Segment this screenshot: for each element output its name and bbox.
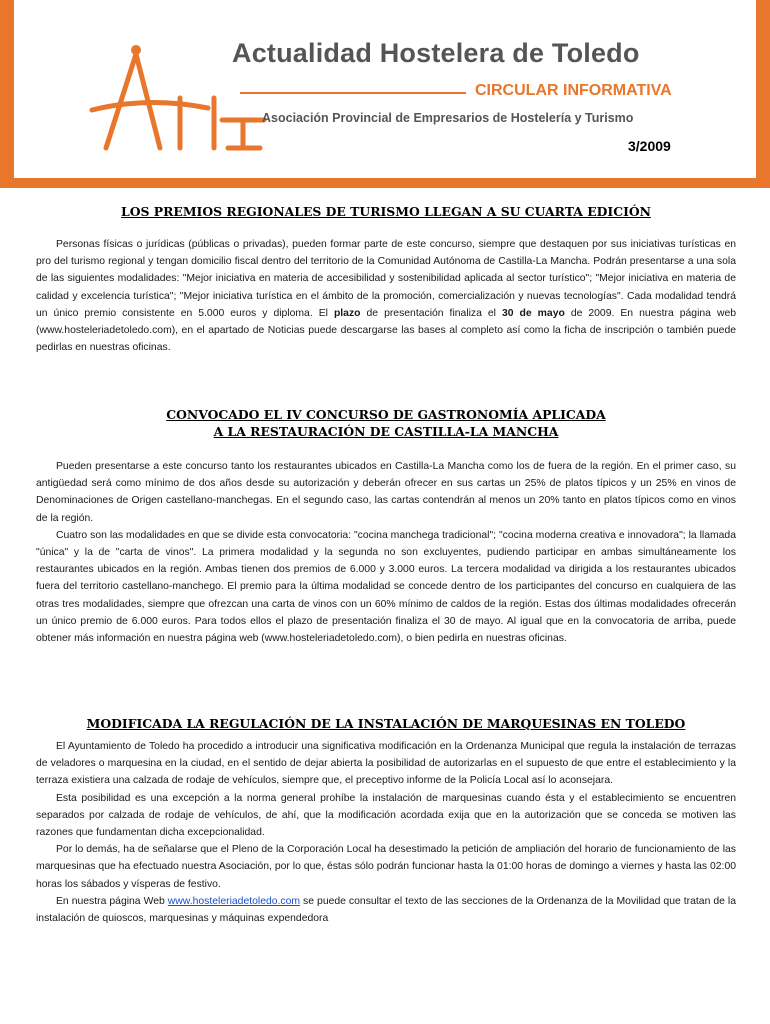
- bold-text: 30 de mayo: [502, 307, 565, 319]
- issue-number: 3/2009: [628, 138, 671, 154]
- section-title-premios: LOS PREMIOS REGIONALES DE TURISMO LLEGAN A SU CUARTA EDICIÓN: [121, 204, 651, 219]
- association-name: Asociación Provincial de Empresarios de Hostelería y Turismo: [262, 111, 634, 125]
- paragraph: Pueden presentarse a este concurso tanto los restaurantes ubicados en Castilla-La Mancha como los de fuera de la región. En el primer caso, su antigüedad será como mínimo de dos años desde su autorización y deberán ofrecer en sus cartas un 25% de platos típicos y un 25% en vinos de Denominaciones de Origen castellano-manchegas. En el segundo caso, las cartas contendrán al menos un 20% tanto en platos típicos como en vinos de la región.: [36, 461, 736, 524]
- paragraph: El Ayuntamiento de Toledo ha procedido a introducir una significativa modificación en la Ordenanza Municipal que regula la instalación de terrazas de veladores o marquesina en la ciudad, en el sentido de dejar abierta la posibilidad de autorizarlas en el supuesto de que entre el establecimiento y la terraza existiera una calzada de rodaje de vehículos, siempre que, el preceptivo informe de la Policía Local así lo aconsejara.: [36, 741, 736, 787]
- website-link[interactable]: www.hosteleriadetoledo.com: [167, 895, 301, 907]
- paragraph: Por lo demás, ha de señalarse que el Pleno de la Corporación Local ha desestimado la petición de ampliación del horario de funcionamiento de las marquesinas que ha efectuado nuestra Asociación, por lo que, éstas sólo podrán funcionar hasta la 01:00 horas de domingo a viernes y hasta las 02:00 horas los sábados y vísperas de festivo.: [36, 844, 736, 890]
- text-run: se puede consultar el texto de las secciones de la Ordenanza de la Movilidad que tratan de la instalación de quioscos, marquesinas y máquinas expendedora: [36, 895, 737, 925]
- text-run: de 2009. En nuestra página web (www.hosteleriadetoledo.com), en el apartado de Noticias puede descargarse las bases al completo así como la ficha de inscripción o también puede pedirlas en nuestras oficinas.: [36, 307, 736, 354]
- text-run: En nuestra página Web: [56, 895, 168, 907]
- text-run: de presentación finaliza el: [360, 307, 502, 319]
- text-run: Personas físicas o jurídicas (públicas o privadas), pueden formar parte de este concurso, siempre que destaquen por sus iniciativas turísticas en pro del turismo regional y tengan domicilio fiscal dentro del territorio de la Comunidad Autónoma de Castilla-La Mancha. Podrán presentarse a una sola de las siguientes modalidades: "Mejor iniciativa en materia de accesibilidad y sostenibilidad aplicada al sector turístico"; "Mejor iniciativa en materia de calidad y excelencia turística"; "Mejor iniciativa turística en el ámbito de la promoción, comercialización y nuevas tecnologías". Cada modalidad tendrá un único premio consistente en 5.000 euros y diploma. El: [36, 239, 736, 319]
- bold-text: plazo: [333, 307, 361, 319]
- paragraph: [36, 893, 736, 927]
- paragraph: [36, 236, 736, 356]
- paragraph: Esta posibilidad es una excepción a la norma general prohíbe la instalación de marquesinas cuando ésta y el establecimiento se encuentren separados por calzada de rodaje de vehículos, de ahí, que la modificación acordada exija que en la autorización que se conceda se motiven las razones que fundamentan dicha excepcionalidad.: [36, 792, 736, 839]
- masthead-border-right: [756, 0, 770, 188]
- section-title-line: CONVOCADO EL IV CONCURSO DE GASTRONOMÍA APLICADA: [166, 407, 606, 422]
- section-body-marquesinas: [36, 738, 736, 927]
- section-title-marquesinas: MODIFICADA LA REGULACIÓN DE LA INSTALACIÓN DE MARQUESINAS EN TOLEDO: [86, 716, 686, 731]
- section-body-premios: [36, 236, 736, 356]
- section-body-gastronomia: [36, 458, 736, 647]
- masthead-border-left: [0, 0, 14, 188]
- section-title-gastronomia: [36, 406, 736, 440]
- masthead-border-bottom: [0, 178, 770, 188]
- subtitle-rule: [240, 92, 466, 94]
- publication-subtitle: CIRCULAR INFORMATIVA: [475, 82, 672, 99]
- section-title-line: A LA RESTAURACIÓN DE CASTILLA-LA MANCHA: [213, 424, 559, 439]
- publication-title: Actualidad Hostelera de Toledo: [232, 38, 640, 68]
- masthead: [0, 0, 770, 188]
- paragraph: Cuatro son las modalidades en que se divide esta convocatoria: "cocina manchega tradicional"; "cocina moderna creativa e innovadora"; la llamada "única" y la de "carta de vinos". La primera modalidad y la segunda no son excluyentes, pudiendo participar en ambas simultáneamente los restaurantes ubicados en la región. Ambas tienen dos premios de 6.000 y 3.000 euros. La tercera modalidad va dirigida a los restaurantes ubicados fuera del territorio castellano-manchego. El premio para la última modalidad se concede dentro de los participantes del concurso en cualquiera de las otras tres modalidades, siempre que ofrezcan una carta de vinos con un 60% mínimo de caldos de la región. Estas dos últimas modalidades ofrecerán un único premio de 6.000 euros. Para todos ellos el plazo de presentación finaliza el 30 de mayo. Al igual que en la convocatoria de arriba, puede obtener más información en nuestra página web (www.hosteleriadetoledo.com), o bien pedirla en nuestras oficinas.: [36, 529, 736, 645]
